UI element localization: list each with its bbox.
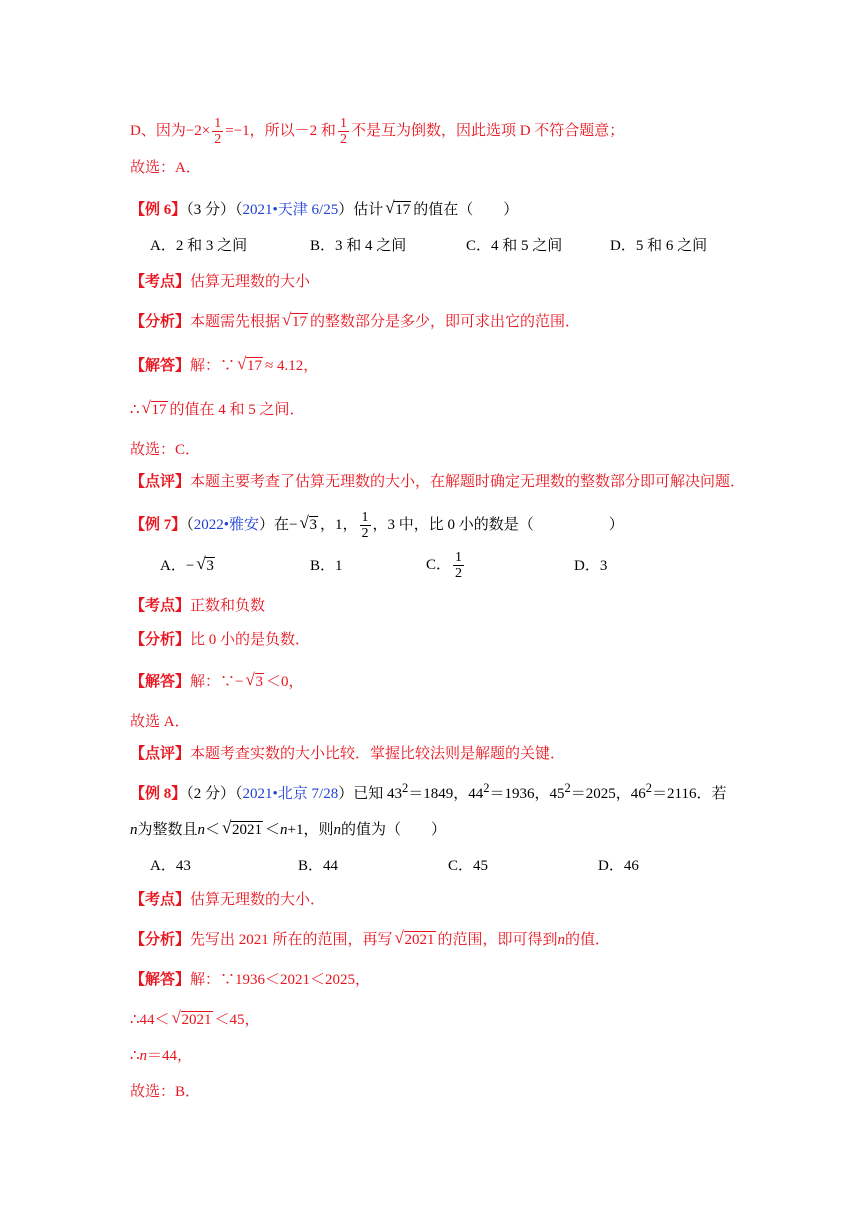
- option-a: A．− √ 3: [160, 554, 214, 574]
- option-c: C． $\frac{1}{2}$: [426, 550, 463, 581]
- sqrt: √ 2021: [222, 818, 263, 838]
- sqrt: √ 3: [299, 512, 318, 533]
- option-b: B．44: [298, 858, 339, 874]
- kaodian: 【考点】估算无理数的大小: [130, 274, 311, 290]
- option-a: A．43: [150, 858, 191, 874]
- fraction: $\frac{1}{2}$: [361, 510, 369, 541]
- jieda: 【解答】解：∵− √ 3 ＜0，: [130, 670, 304, 690]
- option-d: D．5 和 6 之间: [610, 238, 708, 254]
- option-c: C．4 和 5 之间: [466, 238, 563, 254]
- fraction: $\frac{1}{2}$: [214, 116, 222, 147]
- kaodian: 【考点】正数和负数: [130, 598, 266, 614]
- sqrt: √ 17: [237, 354, 263, 374]
- choose-a: 故选：A．: [130, 160, 201, 176]
- fenxi: 【分析】先写出 2021 所在的范围，再写 √ 2021 的范围，即可得到n的值．: [130, 928, 611, 948]
- therefore-line: ∴ √ 17 的值在 4 和 5 之间．: [130, 398, 305, 418]
- example-6-question: 【例 6】（3 分）（2021•天津 6/25）估计 √ 17 的值在（ ）: [130, 198, 519, 218]
- jieda: 【解答】解：∵1936＜2021＜2025，: [130, 972, 371, 988]
- choose-a: 故选 A．: [130, 714, 190, 730]
- jieda: 【解答】解：∵ √ 17 ≈ 4.12，: [130, 354, 319, 374]
- choose-c: 故选：C．: [130, 442, 201, 458]
- fraction: $\frac{1}{2}$: [455, 550, 463, 581]
- therefore-line: ∴44＜ √ 2021 ＜45，: [130, 1008, 260, 1028]
- option-d-explanation: D、因为−2× $\frac{1}{2}$ =−1，所以－2 和 $\frac{1}{2}$ 不是互为倒数，因此选项 D 不符合题意；: [130, 116, 625, 147]
- sqrt: √ 17: [282, 310, 308, 330]
- option-b: B．1: [310, 558, 343, 574]
- sqrt: √ 2021: [171, 1008, 212, 1028]
- option-c: C．45: [448, 858, 489, 874]
- dianping: 【点评】本题主要考查了估算无理数的大小，在解题时确定无理数的整数部分即可解决问题．: [130, 474, 746, 490]
- sqrt: √ 2021: [394, 928, 435, 948]
- fenxi: 【分析】本题需先根据 √ 17 的整数部分是多少，即可求出它的范围．: [130, 310, 581, 330]
- example-8-question: 【例 8】（2 分）（2021•北京 7/28）已知 $43^2=1849$，$44^2=1936$，$45^2=2025$，$46^2=2116$．若: [130, 781, 727, 802]
- sqrt: √ 17: [385, 198, 411, 218]
- option-a: A．2 和 3 之间: [150, 238, 248, 254]
- option-b: B．3 和 4 之间: [310, 238, 407, 254]
- fenxi: 【分析】比 0 小的是负数．: [130, 632, 311, 648]
- dianping: 【点评】本题考查实数的大小比较．掌握比较法则是解题的关键．: [130, 746, 566, 762]
- fraction: $\frac{1}{2}$: [339, 116, 347, 147]
- sqrt: √ 3: [245, 670, 263, 690]
- sqrt: √ 3: [196, 554, 214, 574]
- example-8-question-line2: n为整数且n＜ √ 2021 ＜n+1，则n的值为（ ）: [130, 818, 447, 838]
- therefore-line: ∴n＝44，: [130, 1048, 193, 1064]
- choose-b: 故选：B．: [130, 1084, 201, 1100]
- option-d: D．46: [598, 858, 639, 874]
- kaodian: 【考点】估算无理数的大小．: [130, 892, 326, 908]
- option-d: D．3: [574, 558, 608, 574]
- example-7-question: 【例 7】（2022•雅安）在− √ 3 ，1， $\frac{1}{2}$ ，3 中，比 0 小的数是（ ）: [130, 510, 624, 541]
- sqrt: √ 17: [141, 398, 167, 418]
